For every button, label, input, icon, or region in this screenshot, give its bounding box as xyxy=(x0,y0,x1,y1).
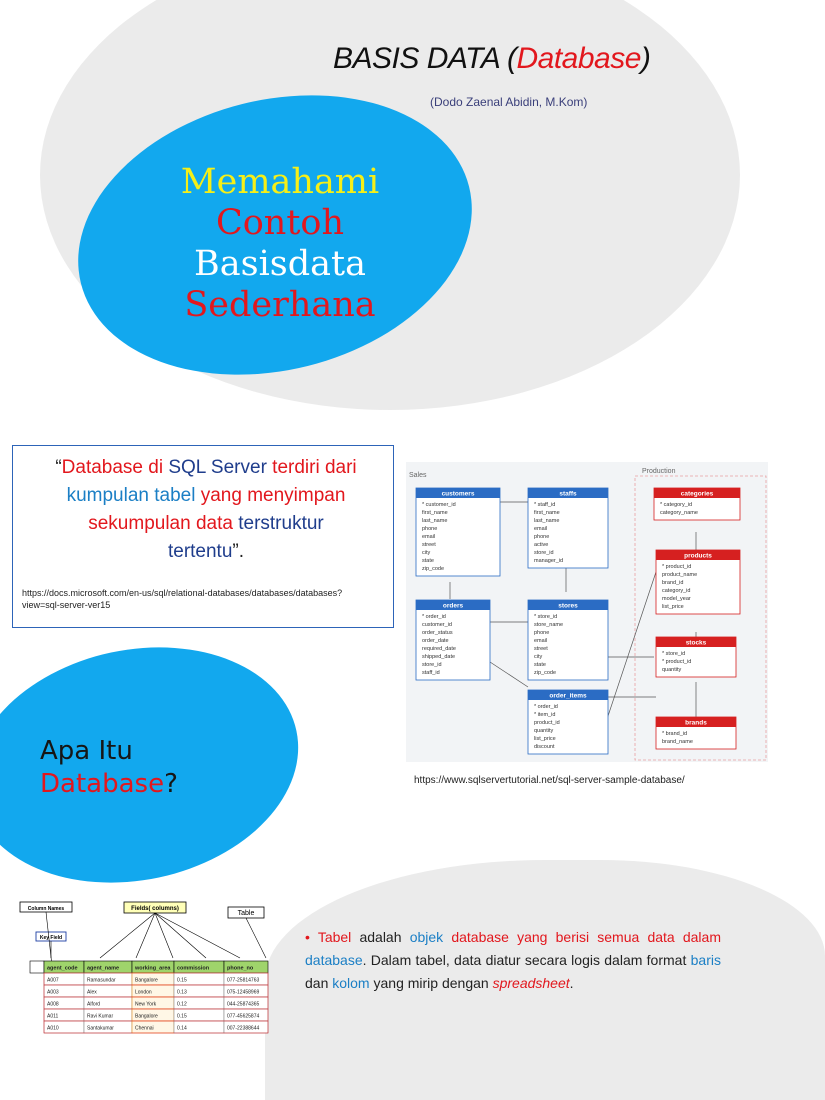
er-column: phone xyxy=(534,534,550,540)
er-column: store_name xyxy=(534,622,564,628)
er-column: city xyxy=(422,550,431,556)
er-column: * store_id xyxy=(534,614,558,620)
er-column: first_name xyxy=(422,510,448,516)
er-column: * item_id xyxy=(534,712,556,718)
topic-line-3: Basisdata xyxy=(194,244,366,284)
er-column: * customer_id xyxy=(422,502,456,508)
table-cell-text: 0.15 xyxy=(177,1013,187,1020)
er-column: city xyxy=(534,654,543,660)
er-table-categories xyxy=(654,488,740,520)
question-line-1: Apa Itu xyxy=(40,736,133,766)
question-heading xyxy=(40,735,178,801)
table-cell-text: A007 xyxy=(47,977,59,984)
table-label: Table xyxy=(237,910,255,917)
table-cell-text: 077-25814763 xyxy=(227,977,260,984)
schema-sales-label: Sales xyxy=(409,472,427,479)
er-column: * brand_id xyxy=(662,731,688,737)
er-column: street xyxy=(422,542,436,548)
bullet-marker: • xyxy=(305,929,310,945)
column-names-label: Column Names xyxy=(27,906,65,912)
table-cell-text: Bangalore xyxy=(135,1013,158,1020)
topic-heading xyxy=(135,162,425,326)
table-cell-text: Chennai xyxy=(135,1025,154,1032)
table-header-text: agent_code xyxy=(47,965,78,972)
table-cell-text: 007-22388644 xyxy=(227,1025,260,1032)
table-cell-text: Bangalore xyxy=(135,977,158,984)
table-cell-text: A011 xyxy=(47,1013,59,1020)
er-column: model_year xyxy=(662,596,691,602)
table-cell-text: 075-12458969 xyxy=(227,989,260,996)
table-header-text: agent_name xyxy=(87,965,120,972)
er-table-title: orders xyxy=(442,602,464,610)
er-column: list_price xyxy=(534,736,556,742)
er-column: phone xyxy=(422,526,438,532)
table-cell-text: A003 xyxy=(47,989,59,996)
table-cell-text: A008 xyxy=(47,1001,59,1008)
er-column: first_name xyxy=(534,510,560,516)
er-column: brand_id xyxy=(662,580,684,586)
er-column: order_status xyxy=(422,630,453,636)
topic-line-1: Memahami xyxy=(180,162,380,202)
fields-label: Fields( columns) xyxy=(131,906,179,912)
table-cell-text: Alford xyxy=(87,1001,101,1008)
topic-line-2: Contoh xyxy=(215,203,345,243)
er-table-title: stores xyxy=(558,602,578,610)
er-column: quantity xyxy=(534,728,554,734)
er-column: product_name xyxy=(662,572,698,578)
er-column: staff_id xyxy=(422,670,440,676)
er-column: * staff_id xyxy=(534,502,556,508)
table-cell-text: Ravi Kumar xyxy=(87,1013,114,1020)
table-cell-text: 044-25874365 xyxy=(227,1001,260,1008)
source-link-microsoft[interactable]: https://docs.microsoft.com/en-us/sql/relational-databases/databases/databases?view=sql-server-ver15 xyxy=(22,588,343,610)
er-column: street xyxy=(534,646,548,652)
er-table-title: staffs xyxy=(559,490,577,498)
er-table-title: order_items xyxy=(549,692,587,700)
er-column: phone xyxy=(534,630,550,636)
er-column: email xyxy=(422,534,436,540)
table-header-text: commission xyxy=(177,965,210,972)
table-cell-text: 077-45625874 xyxy=(227,1013,260,1020)
er-table-customers xyxy=(416,488,500,576)
er-table-brands xyxy=(656,717,736,749)
er-column: customer_id xyxy=(422,622,452,628)
er-table-title: categories xyxy=(680,490,714,498)
table-cell-text: Ramasundar xyxy=(87,977,116,984)
er-column: discount xyxy=(534,744,555,750)
er-table-products xyxy=(656,550,740,614)
table-cell-text: A010 xyxy=(47,1025,59,1032)
er-column: email xyxy=(534,526,548,532)
er-column: * order_id xyxy=(422,614,446,620)
er-column: manager_id xyxy=(534,558,564,564)
er-column: brand_name xyxy=(662,739,693,745)
er-column: state xyxy=(534,662,546,668)
er-table-title: customers xyxy=(441,490,475,498)
table-definition: • Tabel adalah objek database yang berisi semua data dalam database. Dalam tabel, data diatur secara logis dalam format baris dan kolom yang mirip dengan spreadsheet. xyxy=(305,929,721,991)
er-table-title: products xyxy=(684,552,712,560)
source-link-sqlservertutorial[interactable]: https://www.sqlservertutorial.net/sql-server-sample-database/ xyxy=(414,775,685,786)
er-column: * category_id xyxy=(660,502,693,508)
table-cell-text: 0.13 xyxy=(177,989,187,996)
er-column: category_name xyxy=(660,510,698,516)
table-structure-figure xyxy=(18,898,278,1032)
table-cell-text: 0.14 xyxy=(177,1025,187,1032)
key-field-label: Key Field xyxy=(39,935,63,941)
page-title: BASIS DATA (Database) xyxy=(333,42,651,75)
er-column: list_price xyxy=(662,604,684,610)
topic-line-4: Sederhana xyxy=(184,285,376,325)
table-header-text: phone_no xyxy=(227,965,254,972)
er-table-title: stocks xyxy=(685,639,707,647)
er-column: zip_code xyxy=(422,566,445,572)
er-column: order_date xyxy=(422,638,449,644)
er-column: zip_code xyxy=(534,670,557,676)
table-cell-text: New York xyxy=(135,1001,157,1008)
table-cell-text: 0.12 xyxy=(177,1001,187,1008)
er-column: email xyxy=(534,638,548,644)
er-column: * product_id xyxy=(662,659,692,665)
table-header-text: working_area xyxy=(135,965,171,972)
er-column: last_name xyxy=(534,518,560,524)
er-column: store_id xyxy=(534,550,554,556)
er-column: * store_id xyxy=(662,651,686,657)
author: (Dodo Zaenal Abidin, M.Kom) xyxy=(430,95,588,109)
table-cell-text: London xyxy=(135,989,152,996)
er-column: required_date xyxy=(422,646,456,652)
er-table-order_items xyxy=(528,690,608,754)
er-column: * product_id xyxy=(662,564,692,570)
schema-production-label: Production xyxy=(642,468,676,475)
er-table-stocks xyxy=(656,637,736,677)
er-table-stores xyxy=(528,600,608,680)
er-column: last_name xyxy=(422,518,448,524)
question-line-2: Database? xyxy=(40,769,178,799)
er-column: active xyxy=(534,542,549,548)
table-cell-text: Santakumar xyxy=(87,1025,114,1032)
er-diagram xyxy=(406,462,768,762)
table-cell-text: Alex xyxy=(87,989,97,996)
table-cell-text: 0.15 xyxy=(177,977,187,984)
er-column: store_id xyxy=(422,662,442,668)
er-column: shipped_date xyxy=(422,654,456,660)
er-column: category_id xyxy=(662,588,691,594)
er-column: product_id xyxy=(534,720,560,726)
er-column: state xyxy=(422,558,434,564)
quote-text: “Database di SQL Server terdiri dari kumpulan tabel yang menyimpan sekumpulan data terstruktur tertentu”. xyxy=(55,457,357,562)
er-column: quantity xyxy=(662,667,682,673)
er-table-title: brands xyxy=(685,719,707,727)
er-table-staffs xyxy=(528,488,608,568)
er-column: * order_id xyxy=(534,704,558,710)
er-table-orders xyxy=(416,600,490,680)
